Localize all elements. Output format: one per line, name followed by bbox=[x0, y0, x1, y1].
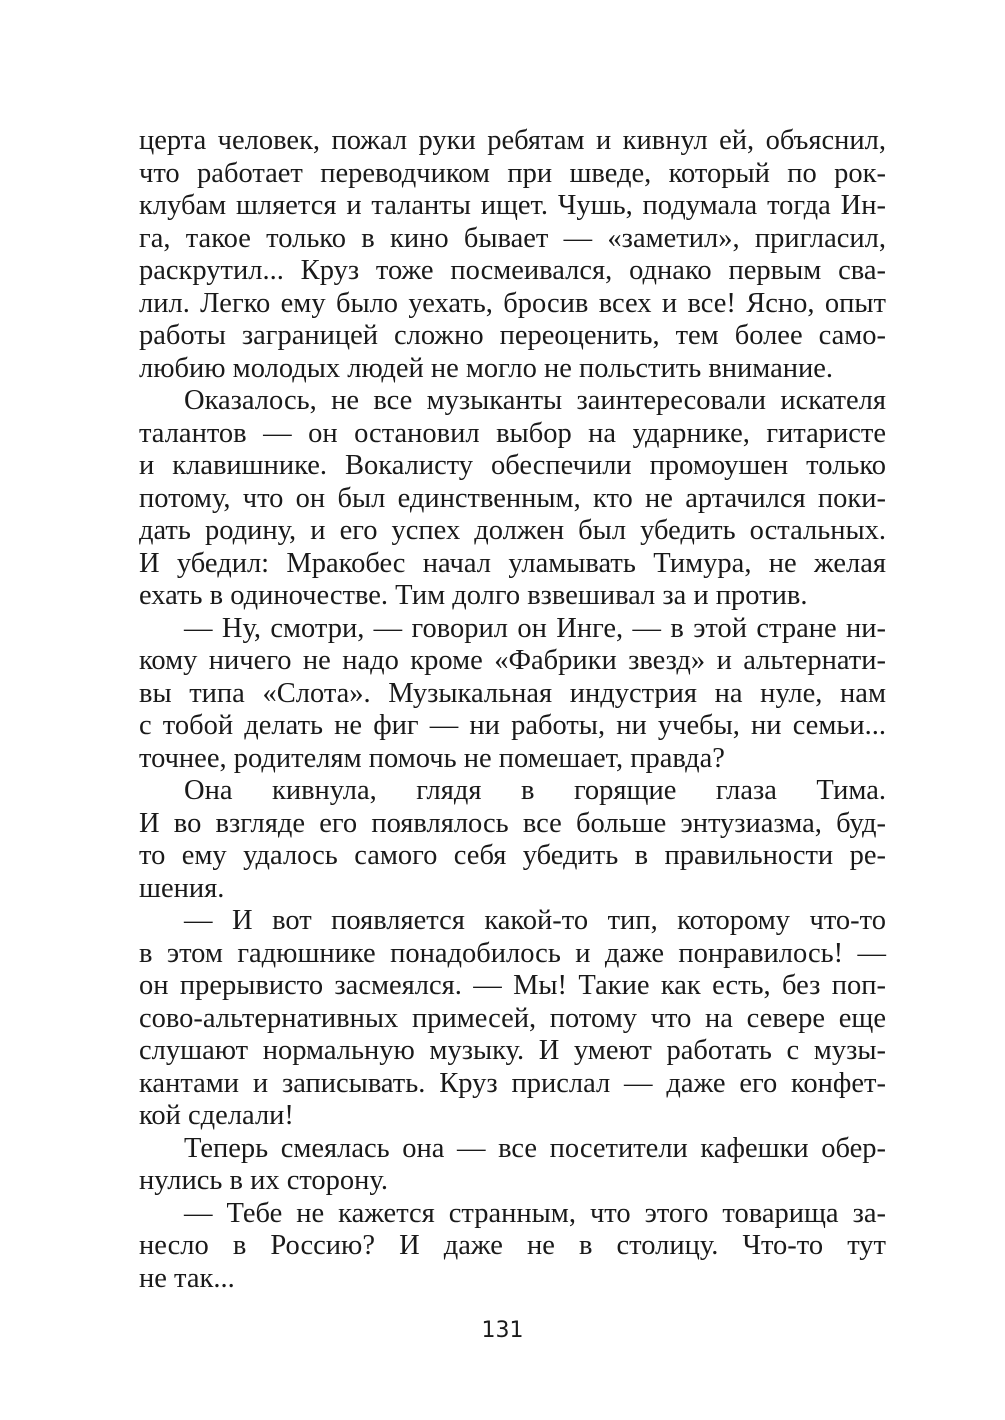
text-line: шения. bbox=[139, 872, 225, 904]
page-number: 131 bbox=[481, 1318, 524, 1343]
text-line: кому ничего не надо кроме «Фабрики звезд» и альтернати- bbox=[139, 645, 886, 676]
text-line: слушают нормальную музыку. И умеют работать с музы- bbox=[139, 1035, 886, 1066]
text-line: — Тебе не кажется странным, что этого товарища за- bbox=[184, 1197, 886, 1229]
text-line: раскрутил... Круз тоже посмеивался, однако первым сва- bbox=[139, 255, 886, 286]
text-line: потому, что он был единственным, кто не артачился поки- bbox=[139, 482, 886, 514]
text-line: ехать в одиночестве. Тим долго взвешивал за и против. bbox=[139, 580, 808, 611]
text-line: дать родину, и его успех должен был убедить остальных. bbox=[139, 515, 886, 546]
text-line: что работает переводчиком при шведе, который по рок- bbox=[139, 157, 886, 189]
text-line: га, такое только в кино бывает — «заметил», пригласил, bbox=[139, 222, 886, 254]
text-line: церта человек, пожал руки ребятам и кивнул ей, объяснил, bbox=[139, 125, 886, 156]
text-line: в этом гадюшнике понадобилось и даже понравилось! — bbox=[139, 937, 886, 969]
text-line: и клавишнике. Вокалисту обеспечили промоушен только bbox=[139, 450, 886, 481]
text-line: Она кивнула, глядя в горящие глаза Тима. bbox=[184, 775, 886, 806]
text-line: вы типа «Слота». Музыкальная индустрия на нуле, нам bbox=[139, 677, 886, 709]
text-line: лил. Легко ему было уехать, бросив всех и все! Ясно, опыт bbox=[139, 287, 886, 319]
text-line: кантами и записывать. Круз прислал — даже его конфет- bbox=[139, 1067, 886, 1099]
text-line: работы заграницей сложно переоценить, тем более само- bbox=[139, 320, 886, 351]
text-line: нулись в их сторону. bbox=[139, 1165, 388, 1196]
text-line: несло в Россию? И даже не в столицу. Что-то тут bbox=[139, 1230, 886, 1261]
text-line: точнее, родителям помочь не помешает, правда? bbox=[139, 742, 725, 774]
text-line: не так... bbox=[139, 1262, 235, 1294]
text-line: — Ну, смотри, — говорил он Инге, — в этой стране ни- bbox=[184, 612, 886, 644]
text-line: то ему удалось самого себя убедить в правильности ре- bbox=[139, 840, 886, 871]
text-line: кой сделали! bbox=[139, 1100, 294, 1131]
text-line: он прерывисто засмеялся. — Мы! Такие как есть, без поп- bbox=[139, 970, 886, 1001]
text-line: любию молодых людей не могло не польстить внимание. bbox=[139, 352, 834, 384]
text-line: Оказалось, не все музыканты заинтересовали искателя bbox=[184, 385, 886, 416]
text-line: с тобой делать не фиг — ни работы, ни учебы, ни семьи... bbox=[139, 710, 886, 741]
text-line: Теперь смеялась она — все посетители кафешки обер- bbox=[184, 1132, 886, 1164]
text-line: клубам шляется и таланты ищет. Чушь, подумала тогда Ин- bbox=[139, 190, 886, 221]
text-line: сово-альтернативных примесей, потому что на севере еще bbox=[139, 1002, 886, 1034]
text-line: И во взгляде его появлялось все больше энтузиазма, буд- bbox=[139, 807, 886, 839]
text-line: — И вот появляется какой-то тип, которому что-то bbox=[184, 905, 886, 936]
text-line: И убедил: Мракобес начал уламывать Тимура, не желая bbox=[139, 547, 886, 579]
text-line: талантов — он остановил выбор на ударнике, гитаристе bbox=[139, 417, 886, 449]
body-text bbox=[139, 125, 886, 1295]
